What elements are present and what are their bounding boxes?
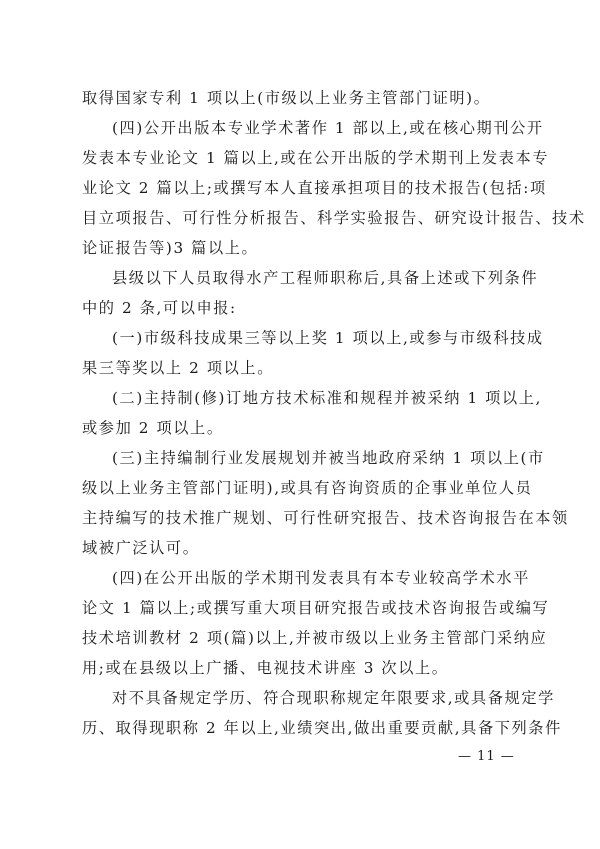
text-line: 技术培训教材 2 项(篇)以上,并被市级以上业务主管部门采纳应	[82, 629, 548, 647]
text-line: 果三等奖以上 2 项以上。	[82, 359, 274, 377]
text-line: 或参加 2 项以上。	[82, 419, 224, 437]
text-line: (一)市级科技成果三等以上奖 1 项以上,或参与市级科技成	[112, 329, 544, 347]
text-line: (四)在公开出版的学术期刊发表具有本专业较高学术水平	[112, 569, 530, 587]
text-line: (二)主持制(修)订地方技术标准和规程并被采纳 1 项以上,	[112, 389, 542, 407]
text-line: 用;或在县级以上广播、电视技术讲座 3 次以上。	[82, 659, 449, 677]
text-line: 级以上业务主管部门证明),或具有咨询资质的企事业单位人员	[82, 479, 533, 497]
text-line: 论证报告等)3 篇以上。	[82, 239, 259, 257]
text-line: 域被广泛认可。	[82, 539, 200, 557]
text-line: 中的 2 条,可以申报:	[82, 299, 237, 317]
text-line: 发表本专业论文 1 篇以上,或在公开出版的学术期刊上发表本专	[82, 149, 550, 167]
text-line: 业论文 2 篇以上;或撰写本人直接承担项目的技术报告(包括:项	[82, 179, 547, 197]
text-line: (四)公开出版本专业学术著作 1 部以上,或在核心期刊公开	[112, 119, 544, 137]
text-line: 论文 1 篇以上;或撰写重大项目研究报告或技术咨询报告或编写	[82, 599, 550, 617]
text-line: 历、取得现职称 2 年以上,业绩突出,做出重要贡献,具备下列条件	[82, 719, 562, 737]
page-number: — 11 —	[458, 749, 515, 764]
text-line: 对不具备规定学历、符合现职称规定年限要求,或具备规定学	[112, 689, 555, 707]
text-line: 县级以下人员取得水产工程师职称后,具备上述或下列条件	[112, 269, 539, 287]
text-line: 主持编写的技术推广规划、可行性研究报告、技术咨询报告在本领	[82, 509, 569, 527]
text-line: (三)主持编制行业发展规划并被当地政府采纳 1 项以上(市	[112, 449, 545, 467]
text-line: 取得国家专利 1 项以上(市级以上业务主管部门证明)。	[82, 89, 491, 107]
text-line: 目立项报告、可行性分析报告、科学实验报告、研究设计报告、技术	[82, 209, 586, 227]
